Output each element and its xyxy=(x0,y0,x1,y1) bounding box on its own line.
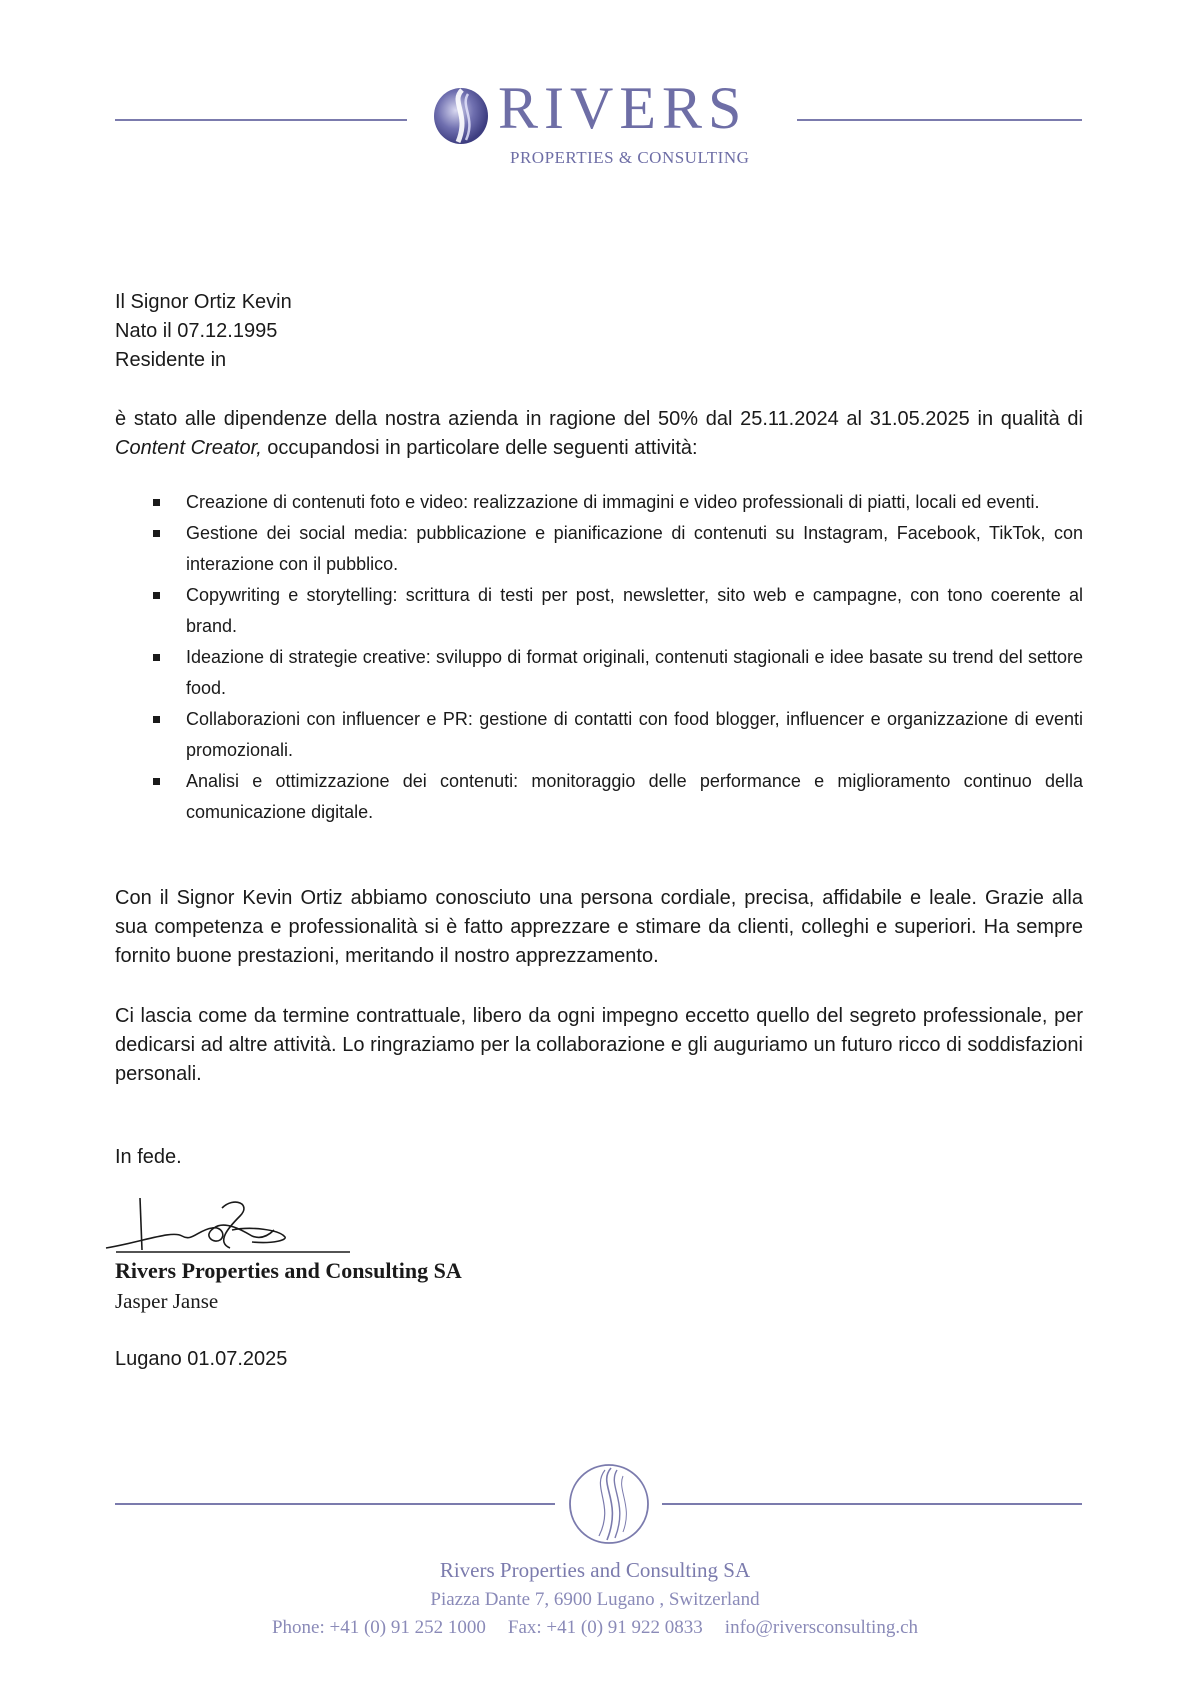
activity-text: Copywriting e storytelling: scrittura di testi per post, newsletter, sito web e campagne, con tono coerente al brand. xyxy=(186,585,1083,636)
footer-phone: Phone: +41 (0) 91 252 1000 xyxy=(271,1617,486,1638)
rivers-logo-icon xyxy=(432,86,490,146)
activity-text: Analisi e ottimizzazione dei contenuti: monitoraggio delle performance e miglioramento continuo della comunicazione digitale. xyxy=(186,771,1083,822)
footer-company-name: Rivers Properties and Consulting SA xyxy=(439,1558,751,1582)
footer-email[interactable]: info@riversconsulting.ch xyxy=(724,1617,919,1638)
place-date: Lugano 01.07.2025 xyxy=(115,1348,288,1370)
header-rule-left xyxy=(115,119,407,121)
activity-text: Creazione di contenuti foto e video: realizzazione di immagini e video professionali di piatti, locali ed eventi. xyxy=(186,492,1040,512)
footer-fax: Fax: +41 (0) 91 922 0833 xyxy=(507,1617,703,1638)
activity-text: Gestione dei social media: pubblicazione e pianificazione di contenuti su Instagram, Facebook, TikTok, con interazione con il pubblico. xyxy=(186,523,1083,574)
header-rule-right xyxy=(797,119,1082,121)
rivers-emblem-icon xyxy=(567,1462,651,1546)
signatory-name: Jasper Janse xyxy=(115,1289,219,1313)
list-item xyxy=(115,704,1083,766)
recipient-block xyxy=(115,288,715,375)
signatory-company: Rivers Properties and Consulting SA xyxy=(115,1258,462,1283)
handwritten-signature xyxy=(102,1190,352,1260)
square-bullet-icon xyxy=(153,778,160,785)
list-item xyxy=(115,518,1083,580)
activities-list xyxy=(115,487,1083,828)
square-bullet-icon xyxy=(153,499,160,506)
character-paragraph: Con il Signor Kevin Ortiz abbiamo conosciuto una persona cordiale, precisa, affidabile e leale. Grazie alla sua competenza e professionalità si è fatto apprezzare e stimare da clienti, colleghi e superiori. Ha sempre fornito buone prestazioni, meritando il nostro apprezzamento. xyxy=(115,887,1083,967)
square-bullet-icon xyxy=(153,716,160,723)
recipient-name: Il Signor Ortiz Kevin xyxy=(115,291,292,313)
activity-text: Collaborazioni con influencer e PR: gestione di contatti con food blogger, influencer e organizzazione di eventi promozionali. xyxy=(186,709,1083,760)
activity-text: Ideazione di strategie creative: sviluppo di format originali, contenuti stagionali e idee basate su trend del settore food. xyxy=(186,647,1083,698)
list-item xyxy=(115,580,1083,642)
departure-paragraph: Ci lascia come da termine contrattuale, libero da ogni impegno eccetto quello del segreto professionale, per dedicarsi ad altre attività. Lo ringraziamo per la collaborazione e gli auguriamo un futuro ricco di soddisfazioni personali. xyxy=(115,1005,1083,1085)
square-bullet-icon xyxy=(153,592,160,599)
list-item xyxy=(115,766,1083,828)
recipient-residence: Residente in xyxy=(115,349,227,371)
list-item xyxy=(115,487,1083,518)
intro-paragraph xyxy=(115,405,1083,463)
recipient-birth: Nato il 07.12.1995 xyxy=(115,320,278,342)
logo-wordmark: RIVERS xyxy=(498,75,748,141)
intro-role: Content Creator, xyxy=(115,437,262,459)
footer-rule-left xyxy=(115,1503,555,1505)
intro-text-end: occupandosi in particolare delle seguenti attività: xyxy=(261,437,698,459)
square-bullet-icon xyxy=(153,530,160,537)
closing-line: In fede. xyxy=(115,1146,182,1168)
logo-subtitle: PROPERTIES & CONSULTING xyxy=(510,148,750,167)
footer-contacts xyxy=(0,1617,1190,1639)
intro-text-start: è stato alle dipendenze della nostra azienda in ragione del 50% dal 25.11.2024 al 31.05.2025 in qualità di xyxy=(115,408,1083,430)
square-bullet-icon xyxy=(153,654,160,661)
footer-rule-right xyxy=(662,1503,1082,1505)
list-item xyxy=(115,642,1083,704)
footer-address: Piazza Dante 7, 6900 Lugano , Switzerland xyxy=(430,1589,760,1610)
